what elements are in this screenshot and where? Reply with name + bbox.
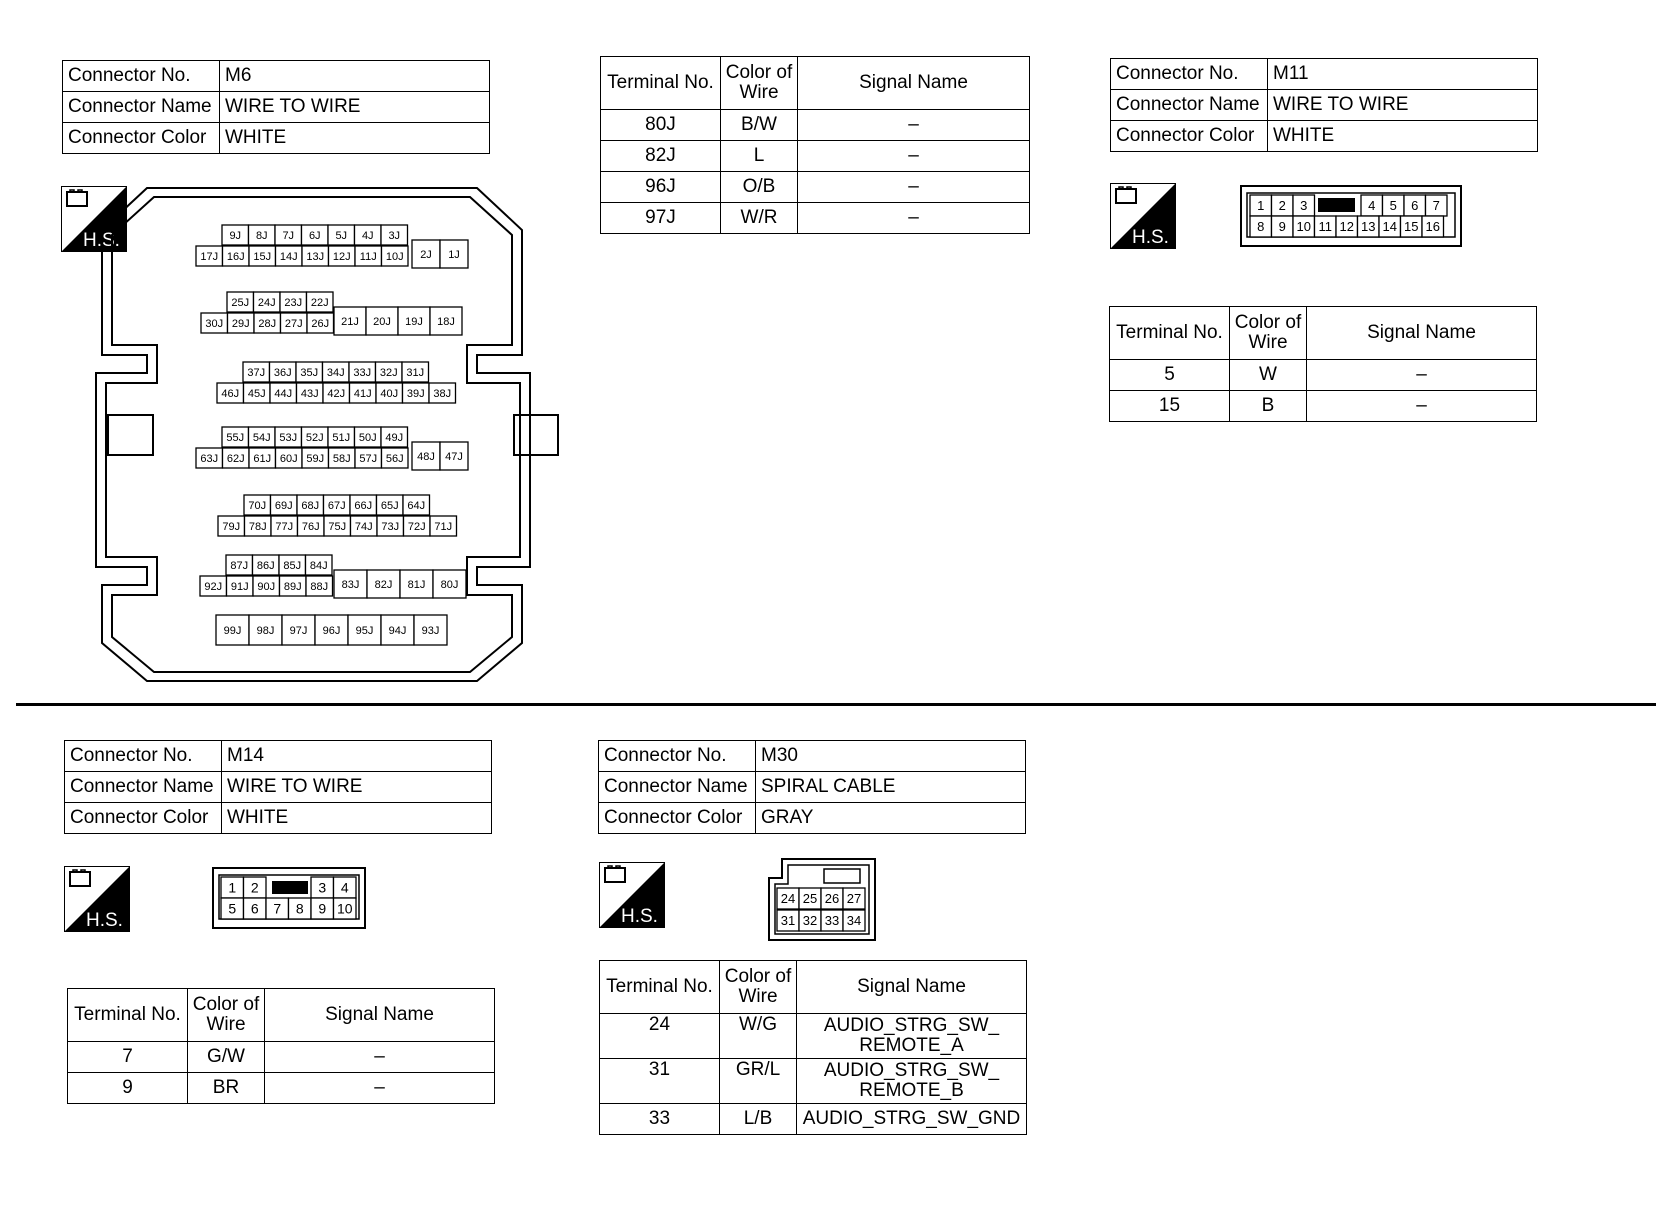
m11-connector-face [1240, 185, 1462, 247]
terminal-label: 54J [252, 431, 271, 444]
terminal-label: 52J [305, 431, 324, 444]
info-label: Connector No. [65, 741, 222, 772]
terminal-label: 9J [229, 229, 242, 242]
table-header-row [68, 989, 495, 1042]
info-row [65, 803, 492, 834]
table-row [601, 203, 1030, 234]
terminal-label: 62J [226, 452, 245, 465]
terminal-label: 75J [328, 520, 347, 533]
terminal-label: 41J [353, 387, 372, 400]
terminal-label: 31 [780, 913, 796, 929]
terminal-label: 44J [274, 387, 293, 400]
info-value: M30 [756, 741, 1026, 772]
terminal-no: 5 [1110, 360, 1230, 391]
info-value: WHITE [1268, 121, 1538, 152]
info-row [65, 772, 492, 803]
terminal-label: 46J [221, 387, 240, 400]
terminal-label: 11 [1318, 219, 1332, 235]
terminal-label: 10J [385, 250, 404, 263]
terminal-label: 18J [437, 315, 455, 328]
table-row [601, 110, 1030, 141]
terminal-label: 37J [247, 366, 266, 379]
terminal-label: 4J [361, 229, 374, 242]
key-block [1318, 198, 1355, 212]
terminal-label: 98J [256, 624, 275, 637]
header-signal-name: Signal Name [797, 961, 1027, 1014]
wire-color: B/W [721, 110, 798, 141]
terminal-label: 14J [279, 250, 298, 263]
table-header-row [1110, 307, 1537, 360]
terminal-label: 27 [846, 891, 862, 907]
info-row [65, 741, 492, 772]
hs-label: H.S. [86, 910, 123, 931]
terminal-label: 33 [824, 913, 840, 929]
terminal-label: 43J [300, 387, 319, 400]
harness-side-icon [64, 866, 130, 932]
table-row [1110, 391, 1537, 422]
terminal-label: 94J [388, 624, 407, 637]
table-header-row [600, 961, 1027, 1014]
terminal-label: 2 [250, 879, 259, 896]
terminal-label: 64J [407, 499, 426, 512]
info-label: Connector Name [599, 772, 756, 803]
terminal-label: 85J [283, 559, 302, 572]
terminal-label: 1 [228, 879, 237, 896]
info-row [599, 741, 1026, 772]
terminal-label: 15J [253, 250, 272, 263]
terminal-label: 35J [300, 366, 319, 379]
key-block [272, 881, 308, 894]
terminal-label: 5 [1389, 198, 1397, 214]
terminal-label: 82J [374, 578, 393, 591]
terminal-label: 87J [230, 559, 249, 572]
terminal-label: 25 [802, 891, 818, 907]
info-row [599, 772, 1026, 803]
header-terminal-no: Terminal No. [601, 57, 721, 110]
terminal-label: 3 [1300, 198, 1308, 214]
header-terminal-no: Terminal No. [600, 961, 720, 1014]
terminal-label: 34J [326, 366, 345, 379]
terminal-label: 38J [433, 387, 452, 400]
terminal-no: 31 [600, 1059, 720, 1104]
table-row [68, 1042, 495, 1073]
info-row [1111, 59, 1538, 90]
table-row [600, 1059, 1027, 1104]
terminal-label: 92J [204, 580, 223, 593]
terminal-label: 8J [255, 229, 268, 242]
terminal-label: 2J [420, 248, 432, 261]
info-value: WHITE [222, 803, 492, 834]
terminal-label: 15 [1404, 219, 1419, 235]
header-terminal-no: Terminal No. [1110, 307, 1230, 360]
terminal-label: 7 [1432, 198, 1440, 214]
terminal-label: 76J [301, 520, 320, 533]
info-row [599, 803, 1026, 834]
terminal-label: 16 [1425, 219, 1440, 235]
terminal-label: 89J [283, 580, 302, 593]
info-label: Connector Color [63, 123, 220, 154]
terminal-label: 78J [248, 520, 267, 533]
terminal-label: 16J [226, 250, 245, 263]
terminal-label: 83J [341, 578, 360, 591]
terminal-label: 90J [257, 580, 276, 593]
terminal-label: 56J [385, 452, 404, 465]
terminal-label: 71J [434, 520, 453, 533]
terminal-label: 66J [354, 499, 373, 512]
harness-side-icon [1110, 183, 1176, 249]
terminal-label: 32J [379, 366, 398, 379]
info-value: WHITE [220, 123, 490, 154]
signal-name: – [798, 110, 1030, 141]
table-header-row [601, 57, 1030, 110]
terminal-label: 36J [273, 366, 292, 379]
terminal-label: 8 [295, 900, 304, 917]
section-divider [16, 703, 1656, 706]
header-signal-name: Signal Name [798, 57, 1030, 110]
terminal-label: 4 [1368, 198, 1376, 214]
signal-name: – [1307, 360, 1537, 391]
terminal-label: 77J [275, 520, 294, 533]
terminal-label: 27J [284, 317, 303, 330]
hs-label: H.S. [83, 230, 120, 251]
info-row [63, 92, 490, 123]
terminal-label: 1J [448, 248, 460, 261]
m11-info-table [1110, 58, 1538, 152]
terminal-label: 31J [406, 366, 425, 379]
hs-label: H.S. [621, 906, 658, 927]
m14-connector-face [212, 867, 366, 929]
terminal-label: 3J [388, 229, 401, 242]
m6-info-table [62, 60, 490, 154]
terminal-label: 13J [306, 250, 325, 263]
signal-name: AUDIO_STRG_SW_ REMOTE_B [797, 1059, 1027, 1104]
terminal-label: 42J [327, 387, 346, 400]
terminal-label: 33J [353, 366, 372, 379]
terminal-label: 47J [445, 450, 463, 463]
terminal-label: 51J [332, 431, 351, 444]
terminal-label: 29J [231, 317, 250, 330]
m30-terminal-table [599, 960, 1027, 1135]
terminal-label: 25J [231, 296, 250, 309]
signal-name: – [265, 1073, 495, 1104]
terminal-label: 48J [417, 450, 435, 463]
terminal-label: 53J [279, 431, 298, 444]
m6-terminal-table [600, 56, 1030, 234]
wire-color: G/W [188, 1042, 265, 1073]
terminal-label: 79J [222, 520, 241, 533]
terminal-label: 65J [380, 499, 399, 512]
table-row [600, 1014, 1027, 1059]
terminal-label: 67J [327, 499, 346, 512]
info-label: Connector Color [65, 803, 222, 834]
wire-color: O/B [721, 172, 798, 203]
m6-connector-face [92, 185, 572, 685]
hs-label: H.S. [1132, 227, 1169, 248]
terminal-label: 80J [440, 578, 459, 591]
header-signal-name: Signal Name [265, 989, 495, 1042]
m14-terminal-table [67, 988, 495, 1104]
header-color-of-wire: Color of Wire [1230, 307, 1307, 360]
wire-color: L [721, 141, 798, 172]
terminal-label: 59J [306, 452, 325, 465]
terminal-label: 39J [406, 387, 425, 400]
wire-color: W/R [721, 203, 798, 234]
terminal-label: 10 [336, 900, 353, 917]
terminal-label: 40J [380, 387, 399, 400]
harness-side-icon [599, 862, 665, 928]
terminal-label: 10 [1296, 219, 1311, 235]
terminal-no: 7 [68, 1042, 188, 1073]
table-row [600, 1104, 1027, 1135]
wire-color: W/G [720, 1014, 797, 1059]
info-value: WIRE TO WIRE [222, 772, 492, 803]
terminal-label: 73J [381, 520, 400, 533]
info-label: Connector Color [599, 803, 756, 834]
info-value: WIRE TO WIRE [1268, 90, 1538, 121]
terminal-label: 11J [359, 250, 377, 263]
wire-color: GR/L [720, 1059, 797, 1104]
terminal-label: 99J [223, 624, 242, 637]
signal-name: – [265, 1042, 495, 1073]
info-label: Connector Name [1111, 90, 1268, 121]
terminal-label: 26J [311, 317, 330, 330]
terminal-label: 84J [309, 559, 328, 572]
info-value: M6 [220, 61, 490, 92]
terminal-label: 55J [226, 431, 245, 444]
signal-name: – [1307, 391, 1537, 422]
info-value: GRAY [756, 803, 1026, 834]
terminal-label: 20J [373, 315, 391, 328]
terminal-label: 7 [273, 900, 282, 917]
wire-color: B [1230, 391, 1307, 422]
terminal-label: 86J [256, 559, 275, 572]
signal-name: AUDIO_STRG_SW_GND [797, 1104, 1027, 1135]
terminal-label: 61J [253, 452, 272, 465]
terminal-label: 6 [1411, 198, 1419, 214]
info-label: Connector Color [1111, 121, 1268, 152]
terminal-label: 21J [341, 315, 359, 328]
info-value: M14 [222, 741, 492, 772]
table-row [601, 172, 1030, 203]
terminal-label: 70J [248, 499, 267, 512]
terminal-label: 91J [230, 580, 249, 593]
header-color-of-wire: Color of Wire [188, 989, 265, 1042]
signal-name: AUDIO_STRG_SW_ REMOTE_A [797, 1014, 1027, 1059]
terminal-label: 12J [332, 250, 351, 263]
terminal-label: 34 [846, 913, 862, 929]
terminal-no: 82J [601, 141, 721, 172]
terminal-label: 72J [407, 520, 426, 533]
signal-name: – [798, 172, 1030, 203]
terminal-label: 57J [359, 452, 378, 465]
header-signal-name: Signal Name [1307, 307, 1537, 360]
info-label: Connector No. [1111, 59, 1268, 90]
info-value: WIRE TO WIRE [220, 92, 490, 123]
terminal-label: 14 [1382, 219, 1397, 235]
m30-info-table [598, 740, 1026, 834]
terminal-label: 9 [318, 900, 327, 917]
terminal-label: 68J [301, 499, 320, 512]
terminal-no: 97J [601, 203, 721, 234]
wire-color: W [1230, 360, 1307, 391]
header-color-of-wire: Color of Wire [720, 961, 797, 1014]
terminal-label: 9 [1278, 219, 1286, 235]
wire-color: BR [188, 1073, 265, 1104]
terminal-label: 69J [274, 499, 293, 512]
terminal-label: 5J [335, 229, 348, 242]
terminal-label: 88J [310, 580, 329, 593]
terminal-label: 5 [228, 900, 237, 917]
wire-color: L/B [720, 1104, 797, 1135]
terminal-label: 58J [332, 452, 351, 465]
terminal-label: 1 [1257, 198, 1265, 214]
terminal-no: 80J [601, 110, 721, 141]
info-row [1111, 121, 1538, 152]
terminal-label: 22J [310, 296, 329, 309]
terminal-label: 23J [284, 296, 303, 309]
terminal-label: 8 [1257, 219, 1265, 235]
terminal-label: 19J [405, 315, 423, 328]
info-label: Connector No. [63, 61, 220, 92]
terminal-no: 15 [1110, 391, 1230, 422]
terminal-label: 30J [205, 317, 224, 330]
info-row [1111, 90, 1538, 121]
terminal-label: 50J [358, 431, 377, 444]
terminal-label: 32 [802, 913, 818, 929]
terminal-label: 4 [340, 879, 349, 896]
terminal-label: 97J [289, 624, 308, 637]
terminal-label: 95J [355, 624, 374, 637]
terminal-label: 45J [247, 387, 266, 400]
table-row [601, 141, 1030, 172]
terminal-no: 24 [600, 1014, 720, 1059]
signal-name: – [798, 203, 1030, 234]
info-row [63, 61, 490, 92]
terminal-label: 49J [385, 431, 404, 444]
info-row [63, 123, 490, 154]
terminal-label: 24 [780, 891, 796, 907]
terminal-label: 13 [1361, 219, 1376, 235]
m14-info-table [64, 740, 492, 834]
terminal-label: 26 [824, 891, 840, 907]
terminal-label: 17J [200, 250, 219, 263]
terminal-label: 24J [257, 296, 276, 309]
terminal-label: 6 [250, 900, 259, 917]
terminal-label: 3 [318, 879, 327, 896]
terminal-label: 81J [407, 578, 426, 591]
m30-connector-face [768, 858, 878, 942]
header-color-of-wire: Color of Wire [721, 57, 798, 110]
info-value: M11 [1268, 59, 1538, 90]
terminal-label: 6J [308, 229, 321, 242]
table-row [1110, 360, 1537, 391]
info-label: Connector Name [63, 92, 220, 123]
terminal-label: 28J [258, 317, 277, 330]
terminal-label: 60J [279, 452, 298, 465]
terminal-label: 74J [354, 520, 373, 533]
terminal-label: 93J [421, 624, 440, 637]
terminal-no: 9 [68, 1073, 188, 1104]
info-value: SPIRAL CABLE [756, 772, 1026, 803]
info-label: Connector No. [599, 741, 756, 772]
terminal-label: 96J [322, 624, 341, 637]
terminal-label: 7J [282, 229, 295, 242]
signal-name: – [798, 141, 1030, 172]
terminal-label: 12 [1339, 219, 1354, 235]
terminal-no: 33 [600, 1104, 720, 1135]
terminal-label: 2 [1278, 198, 1286, 214]
table-row [68, 1073, 495, 1104]
info-label: Connector Name [65, 772, 222, 803]
header-terminal-no: Terminal No. [68, 989, 188, 1042]
terminal-label: 63J [200, 452, 219, 465]
terminal-no: 96J [601, 172, 721, 203]
m11-terminal-table [1109, 306, 1537, 422]
